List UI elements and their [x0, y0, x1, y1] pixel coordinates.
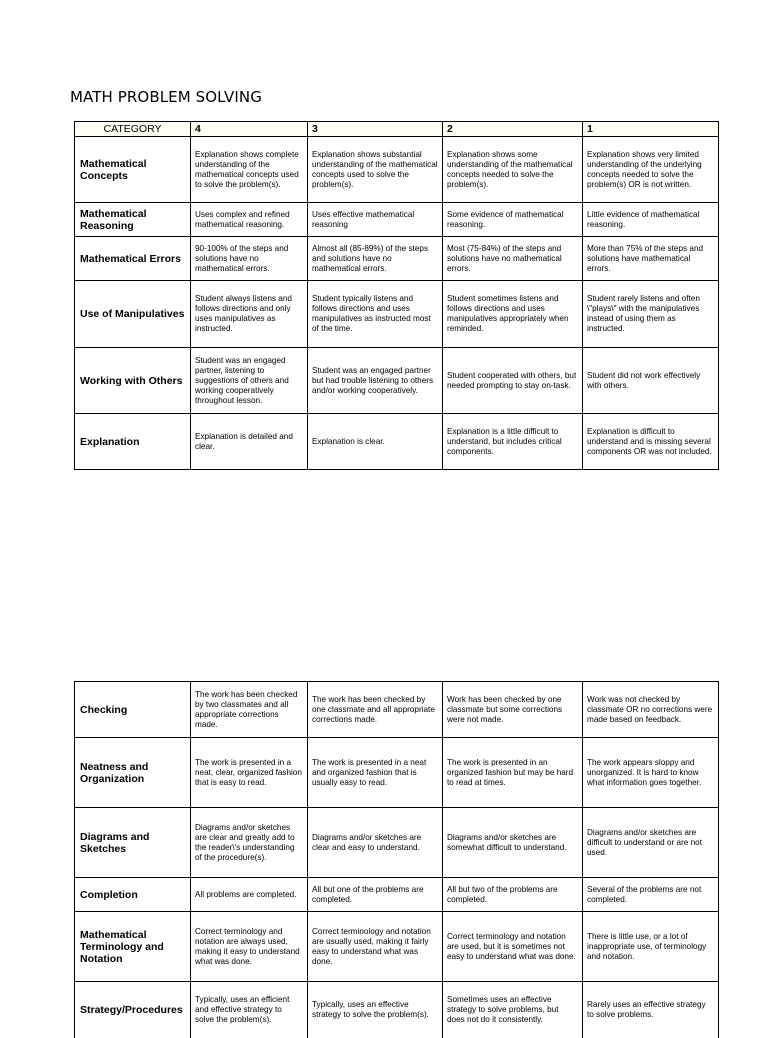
category-header: CATEGORY [75, 122, 191, 137]
table-row [75, 982, 719, 1038]
table-row [75, 348, 719, 414]
score-header-2: 2 [443, 122, 583, 137]
rubric-cell: The work appears sloppy and unorganized. It is hard to know what information goes together. [583, 738, 719, 808]
table-row [75, 203, 719, 237]
rubric-table-2 [74, 681, 719, 1038]
rubric-cell: The work is presented in an organized fashion but may be hard to read at times. [443, 738, 583, 808]
rubric-cell: Typically, uses an effective strategy to solve the problem(s). [308, 982, 443, 1038]
rubric-cell: Little evidence of mathematical reasoning. [583, 203, 719, 237]
rubric-cell: The work has been checked by two classmates and all appropriate corrections made. [191, 682, 308, 738]
rubric-cell: Student sometimes listens and follows directions and uses manipulatives appropriately when reminded. [443, 281, 583, 348]
row-category: Working with Others [75, 348, 191, 414]
rubric-cell: Typically, uses an efficient and effective strategy to solve the problem(s). [191, 982, 308, 1038]
rubric-cell: Correct terminology and notation are usually used, making it fairly easy to understand what was done. [308, 912, 443, 982]
page-title: MATH PROBLEM SOLVING [70, 88, 262, 106]
score-header-1: 1 [583, 122, 719, 137]
rubric-cell: Explanation is clear. [308, 414, 443, 470]
score-header-3: 3 [308, 122, 443, 137]
rubric-cell: Correct terminology and notation are always used, making it easy to understand what was done. [191, 912, 308, 982]
rubric-cell: All but one of the problems are completed. [308, 878, 443, 912]
rubric-cell: Some evidence of mathematical reasoning. [443, 203, 583, 237]
rubric-cell: Correct terminology and notation are used, but it is sometimes not easy to understand what was done. [443, 912, 583, 982]
rubric-table-1 [74, 121, 719, 470]
rubric-cell: Explanation shows substantial understanding of the mathematical concepts used to solve the problem(s). [308, 137, 443, 203]
rubric-cell: Student rarely listens and often \"plays\" with the manipulatives instead of using them as instructed. [583, 281, 719, 348]
rubric-cell: Work has been checked by one classmate but some corrections were not made. [443, 682, 583, 738]
rubric-cell: All but two of the problems are completed. [443, 878, 583, 912]
table-row [75, 878, 719, 912]
rubric-cell: All problems are completed. [191, 878, 308, 912]
rubric-cell: Explanation is a little difficult to understand, but includes critical components. [443, 414, 583, 470]
table-row [75, 682, 719, 738]
row-category: Mathematical Concepts [75, 137, 191, 203]
rubric-cell: Student cooperated with others, but needed prompting to stay on-task. [443, 348, 583, 414]
table-row [75, 414, 719, 470]
score-header-4: 4 [191, 122, 308, 137]
rubric-cell: Student did not work effectively with others. [583, 348, 719, 414]
rubric-cell: Diagrams and/or sketches are clear and greatly add to the reader\'s understanding of the procedure(s). [191, 808, 308, 878]
table-row [75, 281, 719, 348]
rubric-cell: Student typically listens and follows directions and uses manipulatives as instructed most of the time. [308, 281, 443, 348]
rubric-cell: Almost all (85-89%) of the steps and solutions have no mathematical errors. [308, 237, 443, 281]
rubric-cell: Diagrams and/or sketches are clear and easy to understand. [308, 808, 443, 878]
rubric-cell: Explanation shows some understanding of the mathematical concepts needed to solve the problem(s). [443, 137, 583, 203]
rubric-cell: Work was not checked by classmate OR no corrections were made based on feedback. [583, 682, 719, 738]
rubric-cell: Student was an engaged partner but had trouble listening to others and/or working cooperatively. [308, 348, 443, 414]
row-category: Completion [75, 878, 191, 912]
rubric-cell: The work is presented in a neat and organized fashion that is usually easy to read. [308, 738, 443, 808]
row-category: Mathematical Errors [75, 237, 191, 281]
rubric-cell: Diagrams and/or sketches are difficult to understand or are not used. [583, 808, 719, 878]
rubric-cell: The work is presented in a neat, clear, organized fashion that is easy to read. [191, 738, 308, 808]
rubric-cell: Diagrams and/or sketches are somewhat difficult to understand. [443, 808, 583, 878]
rubric-cell: Explanation is difficult to understand and is missing several components OR was not included. [583, 414, 719, 470]
rubric-cell: Explanation shows complete understanding of the mathematical concepts used to solve the problem(s). [191, 137, 308, 203]
table-row [75, 237, 719, 281]
rubric-cell: 90-100% of the steps and solutions have no mathematical errors. [191, 237, 308, 281]
rubric-cell: The work has been checked by one classmate and all appropriate corrections made. [308, 682, 443, 738]
row-category: Explanation [75, 414, 191, 470]
rubric-cell: Sometimes uses an effective strategy to solve problems, but does not do it consistently. [443, 982, 583, 1038]
row-category: Mathematical Terminology and Notation [75, 912, 191, 982]
rubric-cell: Several of the problems are not completed. [583, 878, 719, 912]
rubric-cell: Explanation shows very limited understanding of the underlying concepts needed to solve the problem(s) OR is not written. [583, 137, 719, 203]
rubric-cell: More than 75% of the steps and solutions have mathematical errors. [583, 237, 719, 281]
table-row [75, 137, 719, 203]
row-category: Strategy/Procedures [75, 982, 191, 1038]
row-category: Use of Manipulatives [75, 281, 191, 348]
rubric-cell: Explanation is detailed and clear. [191, 414, 308, 470]
row-category: Checking [75, 682, 191, 738]
rubric-cell: Rarely uses an effective strategy to solve problems. [583, 982, 719, 1038]
rubric-cell: There is little use, or a lot of inappropriate use, of terminology and notation. [583, 912, 719, 982]
row-category: Neatness and Organization [75, 738, 191, 808]
rubric-cell: Uses effective mathematical reasoning [308, 203, 443, 237]
rubric-cell: Student always listens and follows directions and only uses manipulatives as instructed. [191, 281, 308, 348]
row-category: Mathematical Reasoning [75, 203, 191, 237]
rubric-header-row [75, 122, 719, 137]
row-category: Diagrams and Sketches [75, 808, 191, 878]
rubric-cell: Most (75-84%) of the steps and solutions have no mathematical errors. [443, 237, 583, 281]
rubric-cell: Uses complex and refined mathematical reasoning. [191, 203, 308, 237]
rubric-cell: Student was an engaged partner, listening to suggestions of others and working cooperatively throughout lesson. [191, 348, 308, 414]
table-row [75, 808, 719, 878]
table-row [75, 738, 719, 808]
table-row [75, 912, 719, 982]
